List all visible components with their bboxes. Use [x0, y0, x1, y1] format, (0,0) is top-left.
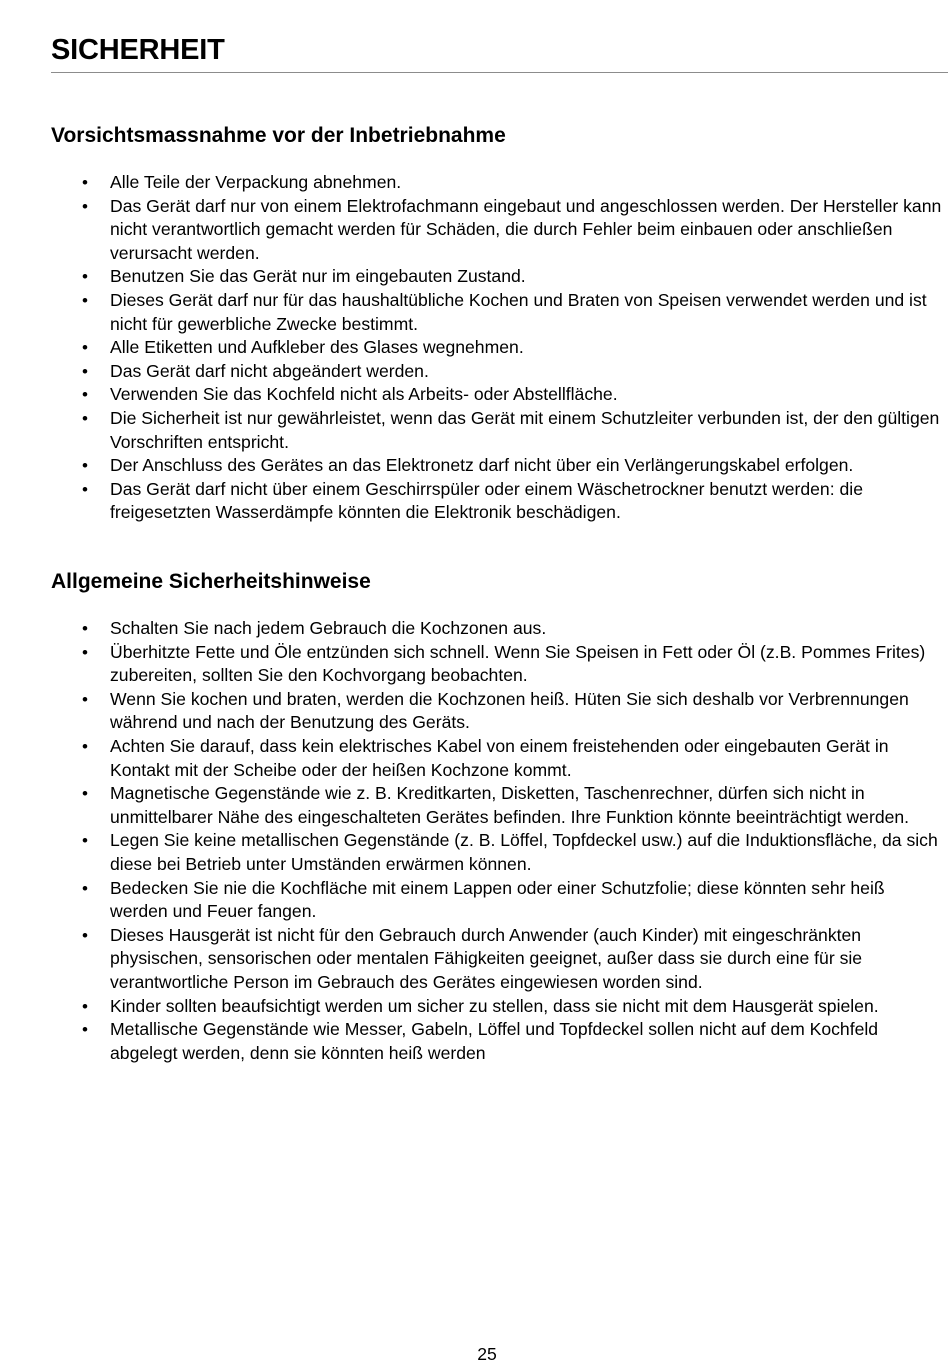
list-item — [0, 995, 950, 1019]
list-item — [0, 454, 950, 478]
list-item-text: Das Gerät darf nicht über einem Geschirrspüler oder einem Wäschetrockner benutzt werden: die freigesetzten Wasserdämpfe könnten die Elektronik beschädigen. — [110, 478, 863, 523]
bullet-icon: • — [82, 456, 88, 476]
list-item-text: Metallische Gegenstände wie Messer, Gabeln, Löffel und Topfdeckel sollen nicht auf dem Kochfeld abgelegt werden, denn sie könnten heiß werden — [110, 1019, 879, 1063]
bullet-icon: • — [82, 642, 88, 662]
list-item-text: Verwenden Sie das Kochfeld nicht als Arbeits- oder Abstellfläche. — [110, 384, 618, 405]
bullet-icon: • — [82, 878, 88, 898]
list-item — [0, 407, 950, 454]
list-item-text: Alle Etiketten und Aufkleber des Glases wegnehmen. — [110, 337, 524, 358]
list-item — [0, 924, 950, 995]
list-item — [0, 617, 950, 641]
list-item — [0, 171, 950, 195]
bullet-icon: • — [82, 196, 88, 216]
list-item — [0, 478, 950, 525]
list-item-text: Magnetische Gegenstände wie z. B. Kreditkarten, Disketten, Taschenrechner, dürfen sich nicht in unmittelbarer Nähe des eingeschalteten Gerätes befinden. Ihre Funktion könnte beeinträchtigt werden. — [110, 783, 910, 827]
list-item-text: Alle Teile der Verpackung abnehmen. — [110, 172, 402, 192]
section-heading-general-safety: Allgemeine Sicherheitshinweise — [51, 570, 371, 593]
list-item-text: Das Gerät darf nicht abgeändert werden. — [110, 360, 429, 381]
list-item — [0, 265, 950, 289]
list-item-text: Legen Sie keine metallischen Gegenstände (z. B. Löffel, Topfdeckel usw.) auf die Induktionsfläche, da sich diese bei Betrieb unter Umständen erwärmen können. — [110, 830, 938, 874]
bullet-icon: • — [82, 338, 88, 358]
list-item-text: Benutzen Sie das Gerät nur im eingebauten Zustand. — [110, 266, 526, 287]
list-item-text: Das Gerät darf nur von einem Elektrofachmann eingebaut und angeschlossen werden. Der Hersteller kann nicht verantwortlich gemacht werden für Schäden, die durch Fehler beim einbauen oder anschließen verursacht werden. — [110, 195, 942, 263]
list-item-text: Wenn Sie kochen und braten, werden die Kochzonen heiß. Hüten Sie sich deshalb vor Verbrennungen während und nach der Benutzung des Geräts. — [110, 688, 909, 733]
bullet-icon: • — [82, 736, 88, 756]
list-item-text: Bedecken Sie nie die Kochfläche mit einem Lappen oder einer Schutzfolie; diese könnten sehr heiß werden und Feuer fangen. — [110, 877, 885, 922]
list-item-text: Schalten Sie nach jedem Gebrauch die Kochzonen aus. — [110, 618, 547, 638]
list-item-text: Überhitzte Fette und Öle entzünden sich schnell. Wenn Sie Speisen in Fett oder Öl (z.B. Pommes Frites) zubereiten, sollten Sie den Kochvorgang beobachten. — [110, 641, 926, 686]
section-heading-precautions: Vorsichtsmassnahme vor der Inbetriebnahme — [51, 124, 506, 147]
bullet-icon: • — [82, 267, 88, 287]
precautions-list — [0, 171, 950, 525]
bullet-icon: • — [82, 689, 88, 709]
page-number: 25 — [477, 1344, 497, 1364]
page-title: SICHERHEIT — [51, 34, 225, 66]
bullet-icon: • — [82, 925, 88, 945]
list-item — [0, 383, 950, 407]
list-item-text: Dieses Hausgerät ist nicht für den Gebrauch durch Anwender (auch Kinder) mit eingeschränkten physischen, sensorischen oder mentalen Fähigkeiten geeignet, außer dass sie durch eine für sie verantwortliche Person im Gebrauch des Gerätes eingewiesen worden sind. — [110, 924, 863, 992]
list-item — [0, 195, 950, 266]
list-item-text: Die Sicherheit ist nur gewährleistet, wenn das Gerät mit einem Schutzleiter verbunden ist, der den gültigen Vorschriften entspricht. — [110, 407, 940, 452]
bullet-icon: • — [82, 784, 88, 804]
list-item-text: Dieses Gerät darf nur für das haushaltübliche Kochen und Braten von Speisen verwendet werden und ist nicht für gewerbliche Zwecke bestimmt. — [110, 289, 927, 334]
bullet-icon: • — [82, 173, 88, 192]
list-item — [0, 782, 950, 829]
list-item — [0, 289, 950, 336]
list-item-text: Achten Sie darauf, dass kein elektrisches Kabel von einem freistehenden oder eingebauten Gerät in Kontakt mit der Scheibe oder der heißen Kochzone kommt. — [110, 735, 889, 780]
bullet-icon: • — [82, 996, 88, 1016]
bullet-icon: • — [82, 408, 88, 428]
list-item — [0, 877, 950, 924]
bullet-icon: • — [82, 361, 88, 381]
general-safety-list — [0, 617, 950, 1065]
list-item — [0, 360, 950, 384]
bullet-icon: • — [82, 290, 88, 310]
bullet-icon: • — [82, 619, 88, 638]
list-item — [0, 829, 950, 876]
list-item — [0, 641, 950, 688]
list-item-text: Kinder sollten beaufsichtigt werden um sicher zu stellen, dass sie nicht mit dem Hausgerät spielen. — [110, 995, 879, 1016]
list-item — [0, 1018, 950, 1065]
bullet-icon: • — [82, 1020, 88, 1040]
list-item-text: Der Anschluss des Gerätes an das Elektronetz darf nicht über ein Verlängerungskabel erfolgen. — [110, 455, 854, 476]
bullet-icon: • — [82, 479, 88, 499]
title-divider — [51, 72, 948, 73]
list-item — [0, 735, 950, 782]
list-item — [0, 336, 950, 360]
list-item — [0, 688, 950, 735]
bullet-icon: • — [82, 385, 88, 405]
bullet-icon: • — [82, 831, 88, 851]
